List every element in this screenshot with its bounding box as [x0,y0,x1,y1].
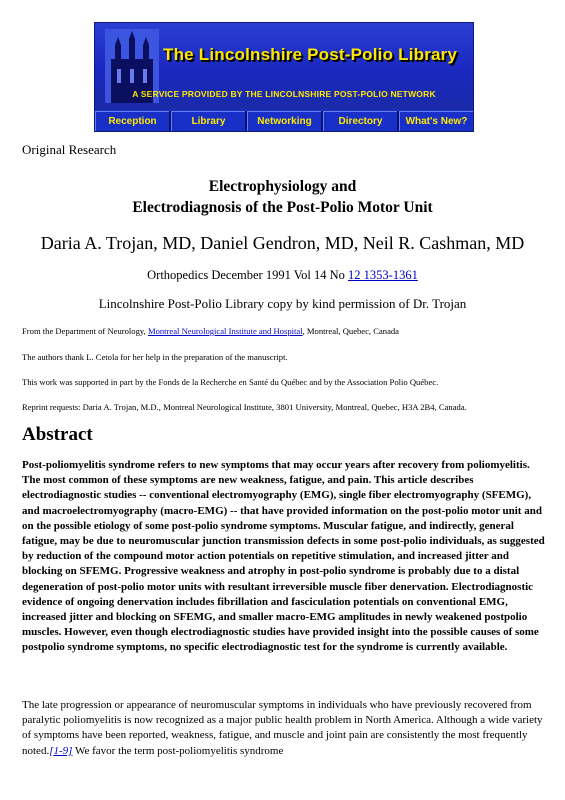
reference-link[interactable]: [1-9] [49,744,73,757]
support-note: This work was supported in part by the Fonds de la Recherche en Santé du Québec and by the Association Polio Québec. [22,377,439,387]
citation-link[interactable]: 12 1353-1361 [348,268,418,282]
nav-library[interactable]: Library [171,111,245,131]
citation-text: Orthopedics December 1991 Vol 14 No [147,268,349,282]
article-title [0,176,565,218]
title-line-1: Electrophysiology and [208,178,357,195]
nav-directory[interactable]: Directory [323,111,397,131]
article-authors: Daria A. Trojan, MD, Daniel Gendron, MD, Neil R. Cashman, MD [40,233,525,253]
intro-paragraph [22,698,547,759]
site-nav [95,111,473,131]
abstract-text: Post-poliomyelitis syndrome refers to new symptoms that may occur years after recovery from poliomyelitis. The most common of these symptoms are new weakness, fatigue, and pain. This article describes electrodiagnostic studies -- conventional electromyography (EMG), single fiber electromyography (SFEMG), and macroelectromyography (macro-EMG) -- that have provided information on the post-polio motor unit and on the possible etiology of some post-polio syndrome symptoms. Muscular fatigue, and indirectly, general fatigue, may be due to neuromuscular junction transmission defects in some post-polio individuals, as suggested by reduction of the compound motor action potentials on repetitive stimulation, and increased jitter and blocking on SFEMG. Progressive weakness and atrophy in post-polio syndrome is probably due to a distal degeneration of post-polio motor units with resultant irreversible muscle fiber denervation. Electrodiagnostic evidence of ongoing denervation includes fibrillation and fasciculation potentials on conventional EMG, increased jitter and blocking on SFEMG, and smaller macro-EMG amplitudes in newly weakened postpolio muscles. However, even though electrodiagnostic studies have provided insight into the possible causes of some postpolio syndrome symptoms, no specific electrodiagnostic test for the syndrome is currently available. [22,459,545,654]
affiliation-prefix: From the Department of Neurology, [22,326,148,336]
nav-reception[interactable]: Reception [95,111,169,131]
banner-title: The Lincolnshire Post-Polio Library [163,45,458,64]
affiliation-link[interactable]: Montreal Neurological Institute and Hospital [147,326,303,336]
intro-text: The late progression or appearance of neuromuscular symptoms in individuals who have previously recovered from paralytic poliomyelitis is now recognized as a major public health problem in North America. Although a wide variety of symptoms have been reported, weakness, fatigue, and muscle and joint pain are consistently the most frequently noted. [22,699,543,757]
title-line-2: Electrodiagnosis of the Post-Polio Motor Unit [132,199,433,216]
banner-subtitle: A SERVICE PROVIDED BY THE LINCOLNSHIRE POST-POLIO NETWORK [132,89,436,99]
abstract-heading: Abstract [22,424,93,445]
intro-tail: We favor the term post-poliomyelitis syndrome [72,744,284,757]
affiliation-note [22,326,552,336]
site-banner [94,22,474,132]
banner-header [95,23,473,109]
nav-networking[interactable]: Networking [247,111,321,131]
article-citation [0,268,565,283]
affiliation-suffix: , Montreal, Quebec, Canada [302,326,399,336]
reprint-note: Reprint requests: Daria A. Trojan, M.D., Montreal Neurological Institute, 3801 University, Montreal, Quebec, H3A 2B4, Canada. [22,402,467,412]
nav-whats-new[interactable]: What's New? [399,111,473,131]
thanks-note: The authors thank L. Cetola for her help in the preparation of the manuscript. [22,352,288,362]
article-kicker: Original Research [22,142,117,157]
permission-line: Lincolnshire Post-Polio Library copy by kind permission of Dr. Trojan [98,296,467,311]
